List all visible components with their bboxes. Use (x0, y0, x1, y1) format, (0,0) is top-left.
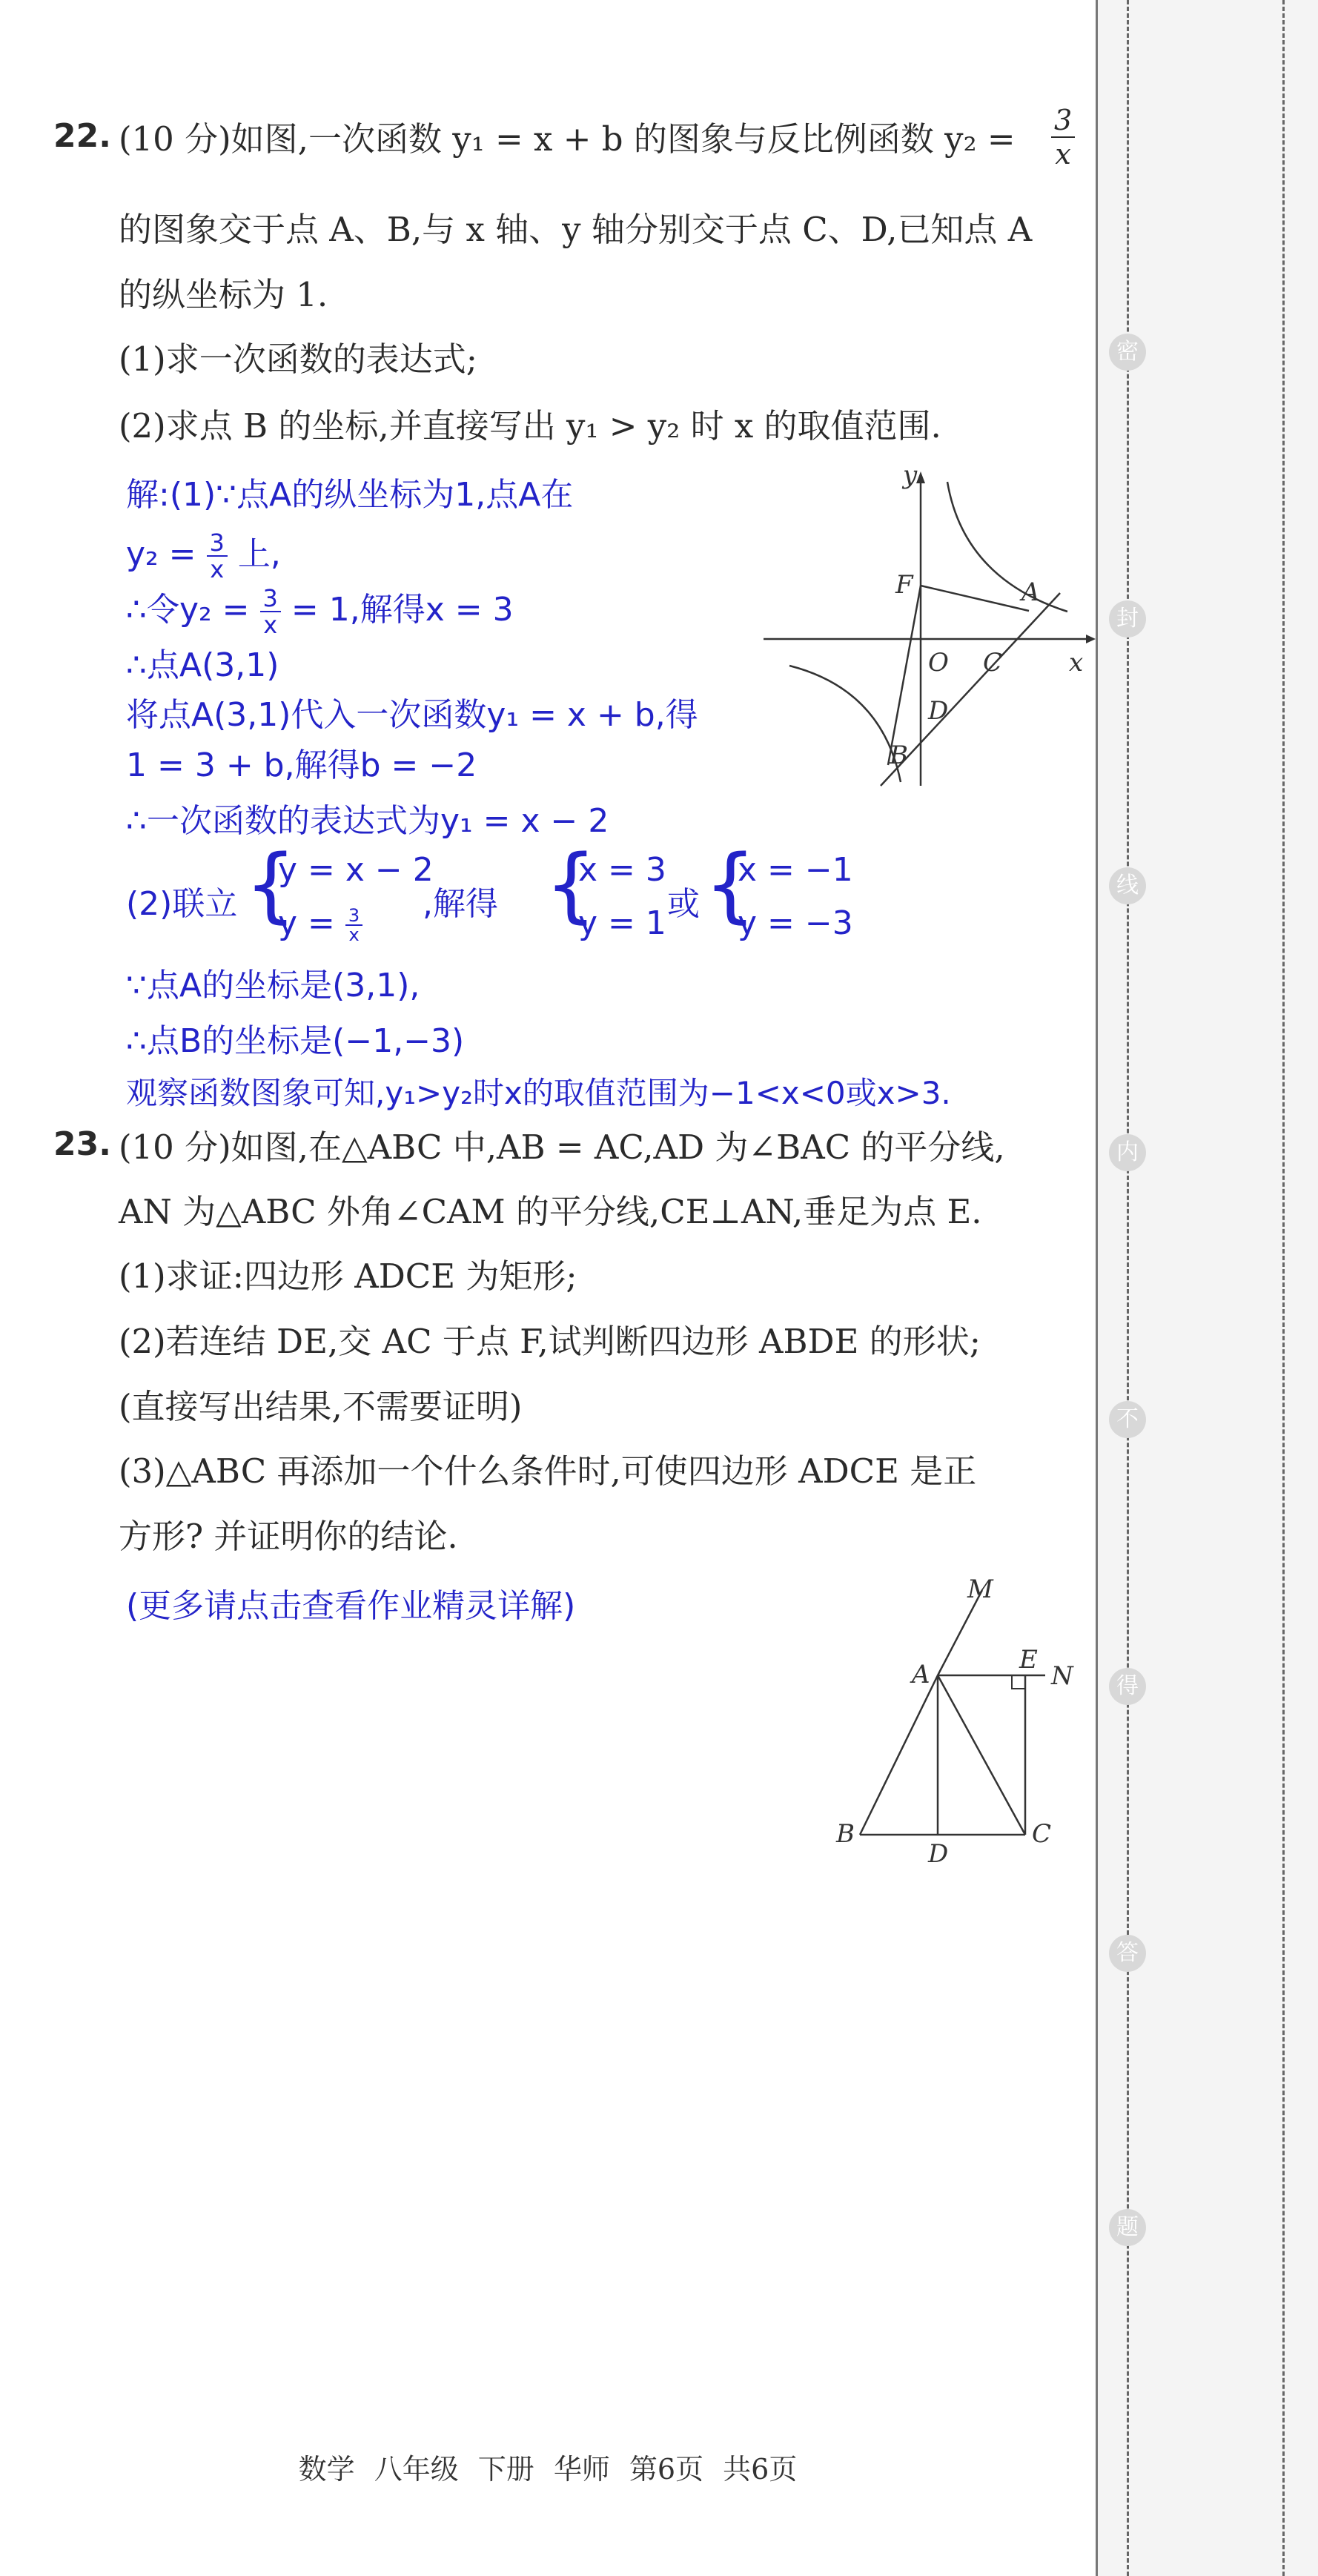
answer-line: ∴点B的坐标是(−1,−3) (126, 1022, 465, 1060)
fraction-denominator: x (348, 924, 360, 945)
binding-margin (1096, 0, 1318, 2576)
answer-line (126, 586, 514, 638)
point-label-A: A (912, 1660, 930, 1689)
question-text-line: (2)求点 B 的坐标,并直接写出 y₁ > y₂ 时 x 的取值范围. (119, 406, 941, 446)
margin-dashed-line-outer (1282, 0, 1285, 2576)
fraction (260, 586, 281, 638)
point-label-E: E (1019, 1645, 1038, 1675)
seal-char: 密 (1109, 334, 1146, 371)
question-text-line: (直接写出结果,不需要证明) (119, 1387, 523, 1426)
x-axis-arrow (1086, 635, 1096, 643)
triangle-figure (830, 1572, 1097, 1868)
seal-char: 封 (1109, 600, 1146, 638)
question-text-line: (10 分)如图,一次函数 y₁ = x + b 的图象与反比例函数 y₂ = (119, 119, 1016, 159)
question-text-line: (3)△ABC 再添加一个什么条件时,可使四边形 ADCE 是正 (119, 1451, 977, 1491)
seal-char: 线 (1109, 867, 1146, 904)
answer-text: y₂ = (126, 535, 196, 573)
fraction-numerator: 3 (345, 907, 362, 926)
fraction-denominator: x (263, 611, 278, 639)
answer-line: 将点A(3,1)代入一次函数y₁ = x + b,得 (126, 696, 698, 734)
more-details-link[interactable]: (更多请点击查看作业精灵详解) (126, 1587, 576, 1625)
function-graph-figure (756, 460, 1097, 801)
seal-char: 得 (1109, 1668, 1146, 1705)
segment-AB (860, 1675, 938, 1835)
fraction-denominator: x (210, 555, 225, 583)
page-footer: 数学 八年级 下册 华师 第6页 共6页 (298, 2453, 798, 2486)
question-text-line: 的图象交于点 A、B,与 x 轴、y 轴分别交于点 C、D,已知点 A (119, 210, 1033, 249)
fraction (1051, 104, 1075, 170)
segment-FA (921, 586, 1029, 611)
fraction-numerator: 3 (207, 530, 228, 557)
point-label-B: B (836, 1819, 855, 1849)
point-label-F: F (895, 570, 913, 600)
point-label-M: M (967, 1575, 993, 1604)
equation (278, 904, 362, 944)
question-text-line: AN 为△ABC 外角∠CAM 的平分线,CE⊥AN,垂足为点 E. (119, 1192, 982, 1231)
equation: y = −3 (738, 904, 853, 942)
fraction-numerator: 3 (1051, 104, 1075, 138)
fraction (345, 907, 362, 944)
answer-text: ∴令y₂ = (126, 591, 250, 629)
brace: { (245, 837, 297, 932)
question-text-line: 方形? 并证明你的结论. (119, 1517, 458, 1556)
margin-dashed-line (1127, 0, 1129, 2576)
margin-solid-line (1096, 0, 1098, 2576)
question-number: 22. (53, 117, 111, 155)
brace: { (545, 837, 597, 932)
equation: y = x − 2 (278, 851, 434, 889)
question-text-line: (1)求证:四边形 ADCE 为矩形; (119, 1256, 577, 1296)
axis-label-x: x (1069, 648, 1084, 678)
answer-line: 1 = 3 + b,解得b = −2 (126, 746, 477, 784)
equation: x = 3 (578, 851, 666, 889)
answer-text: ,解得 (423, 885, 498, 923)
answer-line: 观察函数图象可知,y₁>y₂时x的取值范围为−1<x<0或x>3. (126, 1075, 951, 1111)
fraction (207, 530, 228, 582)
answer-line (126, 530, 281, 582)
point-label-D: D (928, 696, 949, 726)
answer-text: = 1,解得x = 3 (291, 591, 514, 629)
answer-line: ∴一次函数的表达式为y₁ = x − 2 (126, 802, 609, 840)
point-label-A: A (1021, 577, 1040, 607)
point-label-B: B (890, 741, 908, 770)
seal-char: 答 (1109, 1935, 1146, 1972)
y-axis-arrow (916, 471, 925, 483)
point-label-D: D (928, 1839, 949, 1868)
fraction-numerator: 3 (260, 586, 281, 612)
point-label-C: C (983, 648, 1003, 678)
seal-char: 题 (1109, 2209, 1146, 2246)
seal-char: 不 (1109, 1401, 1146, 1438)
answer-text: 上, (237, 535, 281, 573)
axis-label-y: y (903, 460, 918, 490)
segment-FB (888, 586, 921, 765)
fraction-denominator: x (1055, 138, 1071, 170)
answer-line: 解:(1)∵点A的纵坐标为1,点A在 (126, 476, 574, 514)
answer-line: ∴点A(3,1) (126, 646, 279, 684)
hyperbola-branch-2 (789, 666, 901, 782)
question-text-line: 的纵坐标为 1. (119, 275, 328, 314)
answer-text: y = (278, 904, 335, 942)
point-label-O: O (928, 648, 949, 678)
brace: { (704, 837, 756, 932)
question-number: 23. (53, 1125, 111, 1163)
answer-text: (2)联立 (126, 885, 238, 923)
right-angle-mark (1012, 1675, 1025, 1689)
point-label-C: C (1032, 1819, 1052, 1849)
hyperbola-branch-1 (947, 482, 1067, 612)
segment-AC (938, 1675, 1025, 1835)
question-text-line: (2)若连结 DE,交 AC 于点 F,试判断四边形 ABDE 的形状; (119, 1322, 981, 1361)
answer-line: ∵点A的坐标是(3,1), (126, 967, 420, 1004)
point-label-N: N (1051, 1661, 1073, 1691)
answer-text: 或 (667, 885, 700, 923)
question-text-line: (10 分)如图,在△ABC 中,AB = AC,AD 为∠BAC 的平分线, (119, 1128, 1005, 1167)
equation: y = 1 (578, 904, 666, 942)
seal-char: 内 (1109, 1134, 1146, 1171)
equation: x = −1 (738, 851, 853, 889)
question-text-line: (1)求一次函数的表达式; (119, 340, 477, 379)
